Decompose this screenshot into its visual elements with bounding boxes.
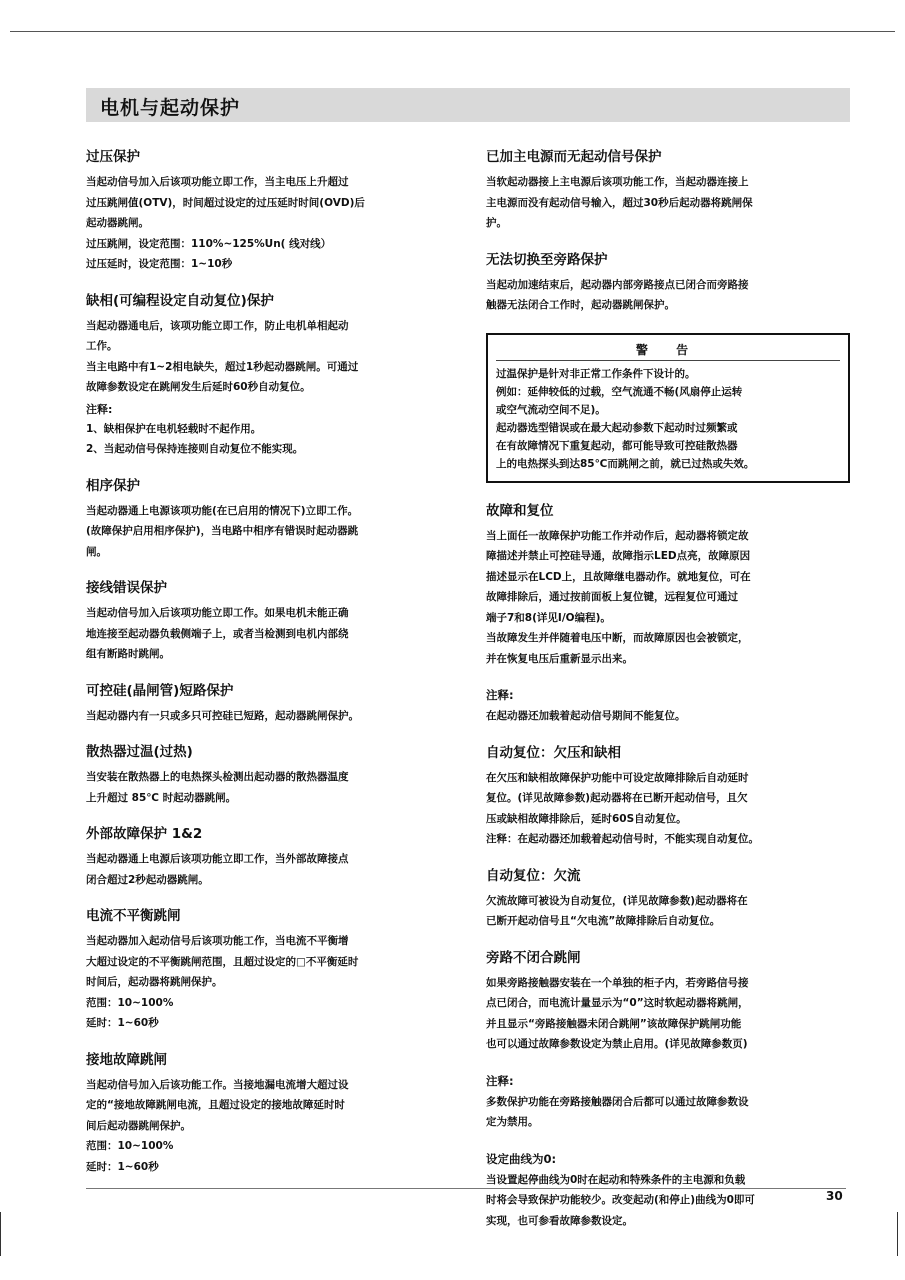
section (86, 682, 456, 727)
section-heading: 缺相(可编程设定自动复位)保护 (86, 292, 274, 309)
section-line: 多数保护功能在旁路接触器闭合后都可以通过故障参数设 (486, 1095, 749, 1108)
section-line: 已断开起动信号且“欠电流”故障排除后自动复位。 (486, 915, 721, 927)
section-heading: 散热器过温(过热) (86, 744, 193, 760)
section-heading: 已加主电源而无起动信号保护 (486, 149, 662, 165)
section (86, 477, 456, 563)
section-line: 当主电路中有1~2相电缺失，超过1秒起动器跳闸。可通过 (86, 360, 359, 373)
section-line: 当起动器通上电源后该项功能立即工作，当外部故障接点 (86, 853, 349, 865)
section-line: 当起动信号加入后该项功能立即工作。如果电机未能正确 (86, 607, 349, 619)
section-heading: 外部故障保护 1&2 (86, 826, 203, 842)
page-number: 30 (826, 1189, 843, 1203)
section-line: 在欠压和缺相故障保护功能中可设定故障排除后自动延时 (486, 771, 749, 784)
section-line: 如果旁路接触器安装在一个单独的柜子内，若旁路信号接 (486, 976, 749, 989)
section-line: 当起动器内有一只或多只可控硅已短路，起动器跳闸保护。 (86, 709, 359, 722)
page-title: 电机与起动保护 (100, 97, 241, 119)
section-line: 当起动器通电后，该项功能立即工作，防止电机单相起动 (86, 319, 349, 332)
section-line: 间后起动器跳闸保护。 (86, 1119, 191, 1132)
warning-line: 过温保护是针对非正常工作条件下设计的。 (496, 367, 696, 380)
section-line: 上升超过 85℃ 时起动器跳闸。 (86, 791, 237, 804)
section (86, 1051, 456, 1178)
section-line: 组有断路时跳闸。 (86, 648, 170, 660)
section-line: 当起动器通上电源该项功能(在已启用的情况下)立即工作。 (86, 504, 359, 517)
section-line: 延时：1~60秒 (86, 1017, 159, 1029)
section-line: 当起动器加入起动信号后该项功能工作，当电流不平衡增 (86, 935, 349, 947)
section (486, 744, 856, 850)
section-line: 大超过设定的不平衡跳闸范围，且超过设定的□不平衡延时 (86, 955, 359, 968)
section-line: 端子7和8(详见I/O编程)。 (486, 611, 611, 624)
section-line: 在起动器还加载着起动信号期间不能复位。 (486, 710, 686, 722)
section-line: 复位。(详见故障参数)起动器将在已断开起动信号，且欠 (486, 792, 748, 804)
section-line: 实现，也可参看故障参数设定。 (486, 1214, 633, 1227)
section-line: 定的“接地故障跳闸电流，且超过设定的接地故障延时时 (86, 1099, 345, 1111)
bottom-rule (86, 1188, 846, 1189)
left-column (86, 148, 456, 1194)
section-line: 过压跳闸值(OTV)，时间超过设定的过压延时时间(OVD)后 (86, 196, 365, 209)
section-line: 定为禁用。 (486, 1116, 539, 1128)
note-line: 2、当起动信号保持连接则自动复位不能实现。 (86, 443, 304, 455)
section-line: 过压跳闸，设定范围：110%~125%Un( 线对线） (86, 237, 332, 250)
section-line: 延时：1~60秒 (86, 1160, 159, 1173)
section-line: 压或缺相故障排除后，延时60S自动复位。 (486, 812, 687, 825)
top-rule (10, 31, 895, 32)
section (486, 148, 856, 234)
crop-mark-right (897, 1212, 898, 1256)
section-line: 当故障发生并伴随着电压中断，而故障原因也会被锁定， (486, 632, 749, 644)
section-line: 闭合超过2秒起动器跳闸。 (86, 873, 209, 886)
section (486, 949, 856, 1055)
section (86, 579, 456, 665)
section-line: 故障排除后，通过按前面板上复位键，远程复位可通过 (486, 591, 738, 603)
section-line: 障描述并禁止可控硅导通，故障指示LED点亮，故障原因 (486, 550, 751, 562)
section-heading: 可控硅(晶闸管)短路保护 (86, 682, 234, 699)
section-line: 当起动加速结束后，起动器内部旁路接点已闭合而旁路接 (486, 278, 749, 291)
section-line: 欠流故障可被设为自动复位，(详见故障参数)起动器将在 (486, 894, 748, 907)
section-line: 时将会导致保护功能较少。改变起动(和停止)曲线为0即可 (486, 1194, 755, 1206)
section-heading: 自动复位：欠压和缺相 (486, 744, 621, 761)
section-line: 当起动信号加入后该项功能立即工作，当主电压上升超过 (86, 176, 349, 188)
section (486, 1150, 856, 1232)
section-title-bar (86, 88, 850, 122)
warning-line: 在有故障情况下重复起动，都可能导致可控硅散热器 (496, 439, 738, 452)
section-heading: 过压保护 (86, 149, 140, 165)
section-line: 当安装在散热器上的电热探头检测出起动器的散热器温度 (86, 771, 349, 783)
section-line: 当设置起停曲线为0时在起动和特殊条件的主电源和负载 (486, 1173, 746, 1186)
section-line: (故障保护启用相序保护)，当电路中相序有错误时起动器跳 (86, 525, 359, 537)
warning-title: 警 告 (635, 342, 701, 357)
right-column (486, 148, 856, 1248)
section-line: 并且显示“旁路接触器未闭合跳闸”该故障保护跳闸功能 (486, 1017, 742, 1030)
crop-mark-left (0, 1212, 1, 1256)
section-line: 当起动信号加入后该功能工作。当接地漏电流增大超过设 (86, 1078, 349, 1091)
warning-line: 例如：延伸较低的过载，空气流通不畅(风扇停止运转 (496, 385, 743, 398)
warning-line: 上的电热探头到达85℃而跳闸之前，就已过热或失效。 (496, 457, 755, 470)
section-line: 范围：10~100% (86, 996, 174, 1009)
section-line: 地连接至起动器负载侧端子上，或者当检测到电机内部绕 (86, 627, 349, 640)
section-heading: 相序保护 (86, 477, 140, 494)
section-heading: 电流不平衡跳闸 (86, 908, 181, 924)
section-line: 范围：10~100% (86, 1140, 174, 1152)
section (86, 148, 456, 275)
warning-box (486, 333, 850, 483)
section-heading: 无法切换至旁路保护 (486, 251, 608, 268)
section-line: 起动器跳闸。 (86, 217, 149, 229)
section-heading: 故障和复位 (486, 502, 554, 519)
section-line: 描述显示在LCD上，且故障继电器动作。就地复位，可在 (486, 570, 751, 583)
section-heading: 注释: (486, 1073, 514, 1088)
warning-divider (496, 360, 840, 361)
section-line: 主电源而没有起动信号输入，超过30秒后起动器将跳闸保 (486, 196, 753, 209)
section-line: 时间后，起动器将跳闸保护。 (86, 976, 223, 988)
section-line: 当软起动器接上主电源后该项功能工作，当起动器连接上 (486, 176, 749, 188)
section (486, 502, 856, 670)
section-line: 并在恢复电压后重新显示出来。 (486, 652, 633, 665)
section (486, 251, 856, 316)
section (486, 1072, 856, 1133)
note-heading: 注释: (86, 402, 113, 416)
section-line: 当上面任一故障保护功能工作并动作后，起动器将锁定故 (486, 529, 749, 542)
section-line: 过压延时，设定范围：1~10秒 (86, 258, 233, 270)
section-heading: 自动复位：欠流 (486, 867, 581, 884)
section (486, 686, 856, 727)
warning-line: 或空气流动空间不足)。 (496, 403, 606, 416)
section-line: 也可以通过故障参数设定为禁止启用。(详见故障参数页) (486, 1038, 748, 1050)
section-line: 点已闭合，而电流计量显示为“0”这时软起动器将跳闸， (486, 997, 749, 1009)
warning-line: 起动器选型错误或在最大起动参数下起动时过频繁或 (496, 421, 738, 434)
section-line: 触器无法闭合工作时，起动器跳闸保护。 (486, 299, 675, 311)
section (86, 825, 456, 890)
section (86, 292, 456, 460)
section (86, 907, 456, 1034)
section-line: 护。 (486, 217, 507, 229)
section (86, 743, 456, 808)
section (486, 867, 856, 932)
section-line: 故障参数设定在跳闸发生后延时60秒自动复位。 (86, 381, 311, 393)
section-heading: 旁路不闭合跳闸 (486, 949, 581, 966)
section-heading: 设定曲线为0: (486, 1151, 557, 1166)
section-heading: 接线错误保护 (86, 580, 167, 596)
section-heading: 接地故障跳闸 (86, 1051, 167, 1068)
section-heading: 注释: (486, 688, 514, 702)
section-line: 闸。 (86, 545, 107, 558)
section-line: 注释：在起动器还加载着起动信号时，不能实现自动复位。 (486, 833, 759, 845)
note-line: 1、缺相保护在电机轻载时不起作用。 (86, 422, 262, 435)
section-line: 工作。 (86, 340, 118, 352)
